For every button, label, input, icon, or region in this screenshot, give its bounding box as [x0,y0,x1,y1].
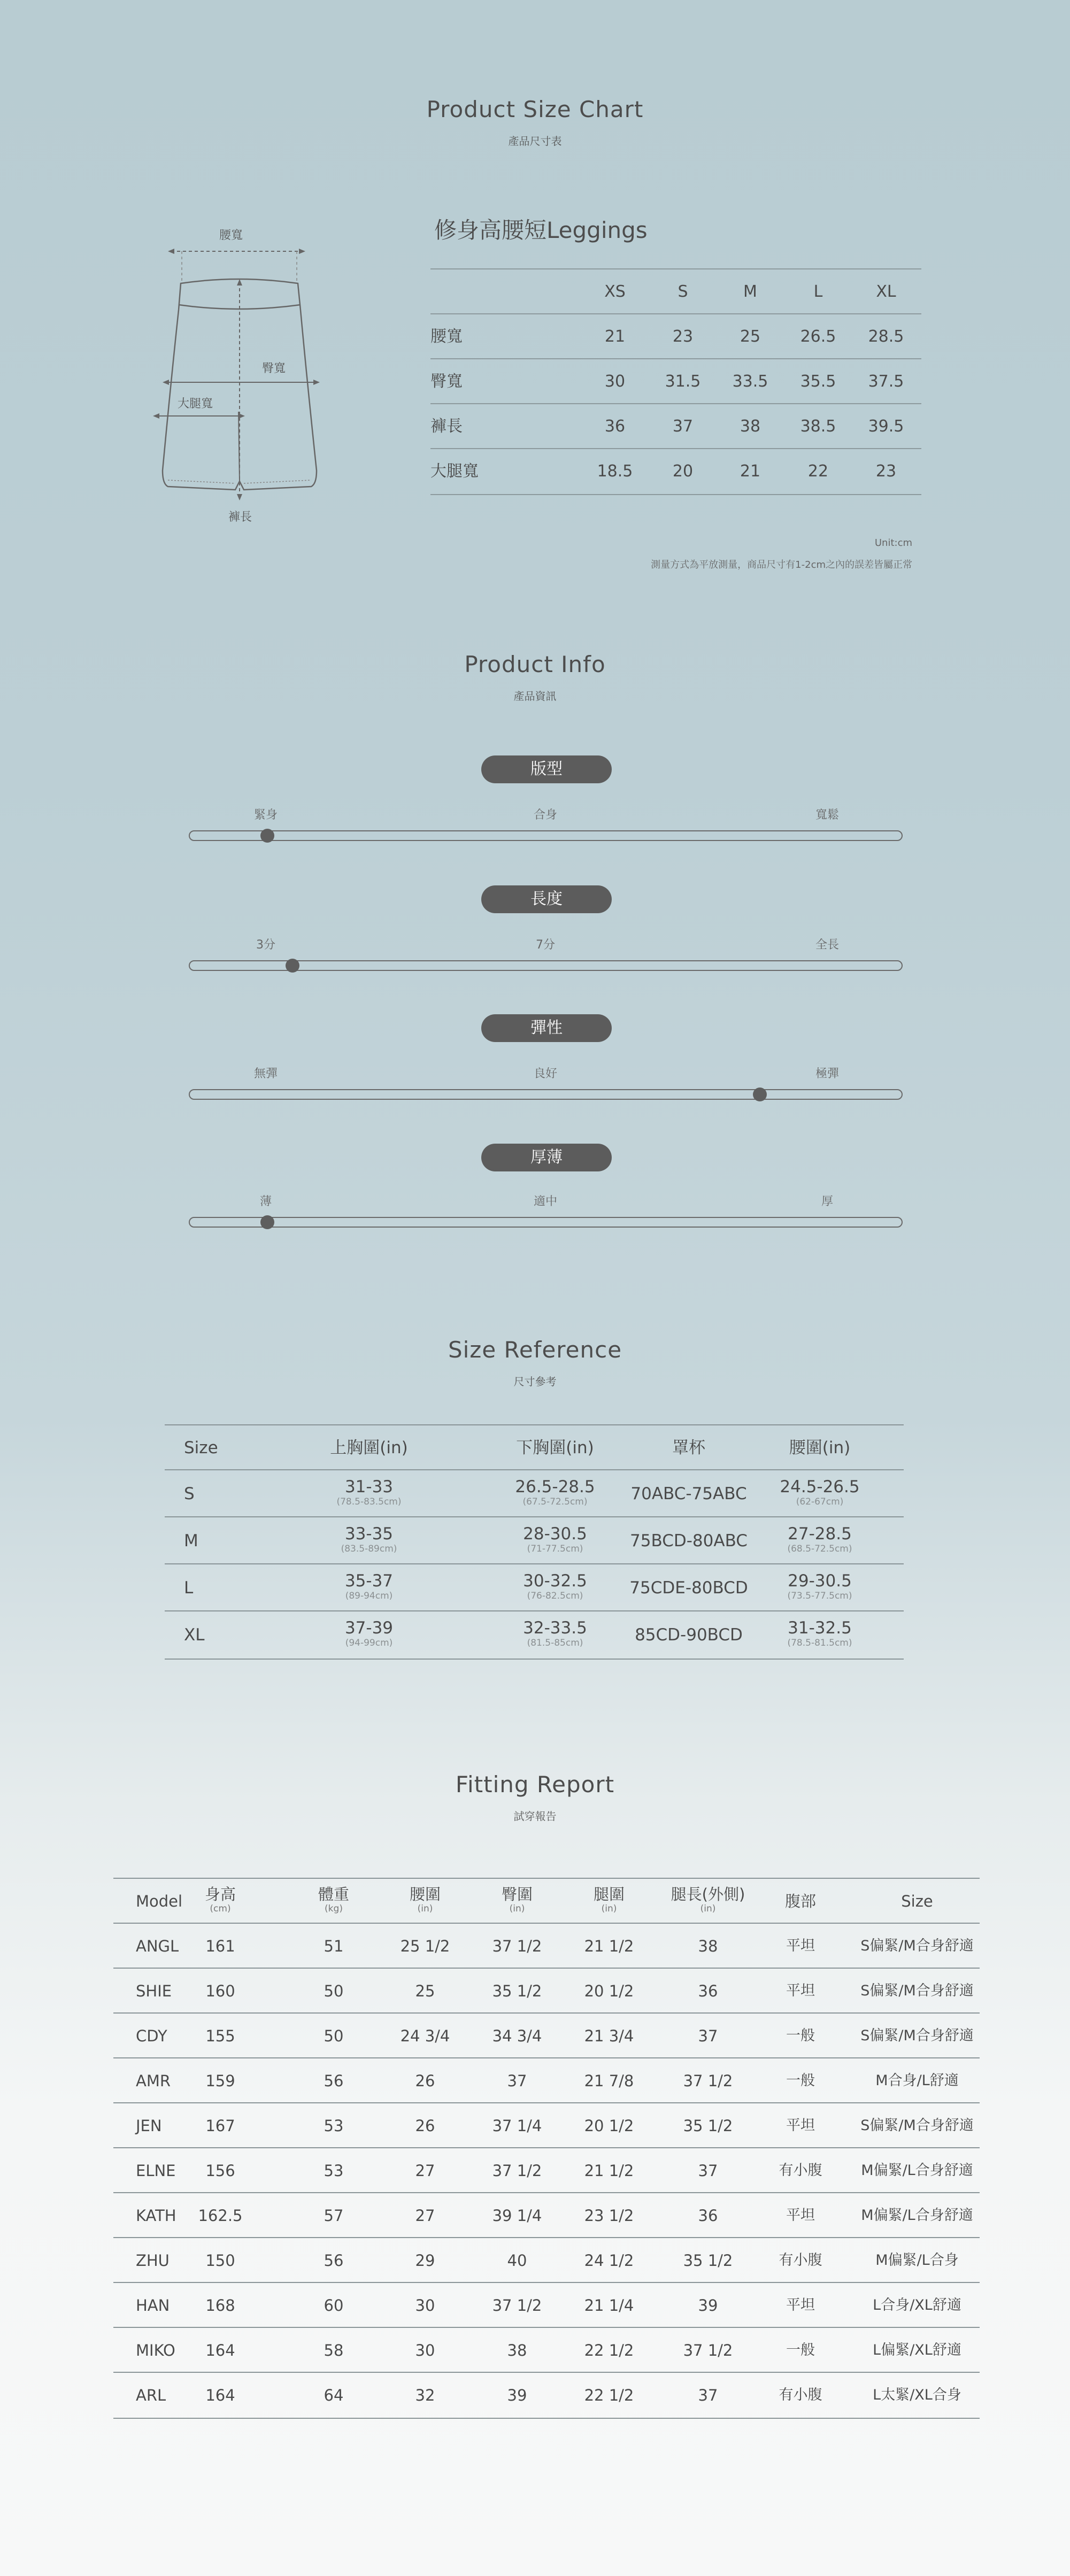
thickness-scale-track [189,1217,903,1228]
header-cup: 罩杯 [672,1438,705,1457]
cell: 22 [807,462,829,481]
length-tick-center: 7分 [536,938,555,952]
diagram-label-waist: 腰寬 [219,229,243,242]
length-scale-marker [286,959,299,973]
cell: 37.5 [868,372,904,391]
size-chart-row [430,448,921,495]
fitting-report-row [113,2102,980,2148]
cell-size: S偏緊/M合身舒適 [860,1938,974,1954]
fitting-report-row [113,1968,980,2014]
cell-thigh: 21 3/4 [584,2027,634,2045]
cell-weight: 51 [324,1937,344,1955]
diagram-label-hip: 臀寬 [262,362,286,375]
cell-height: 168 [205,2296,235,2315]
cell-belly: 平坦 [786,2297,815,2313]
cell-waist: 25 1/2 [400,1937,450,1955]
cell-waist: 25 [415,1982,435,2000]
cell-waist: 30 [415,2296,435,2315]
lower-bust-cm: (67.5-72.5cm) [522,1497,588,1507]
cell-height: 161 [205,1937,235,1955]
cell-leg-length: 39 [698,2296,718,2315]
diagram-label-length: 褲長 [228,511,252,524]
waist-cm: (78.5-81.5cm) [787,1638,852,1648]
upper-bust-cell [310,1572,428,1602]
cell-height: 160 [205,1982,235,2000]
cell: 35.5 [800,372,836,391]
header-height-label: 身高 [204,1885,236,1903]
cell-size: L合身/XL舒適 [873,2297,961,2313]
upper-bust-in: 31-33 [344,1477,394,1497]
header-hip-label: 臀圍 [501,1885,533,1903]
lower-bust-in: 28-30.5 [523,1524,587,1544]
leggings-diagram [144,219,326,535]
header-belly [768,1892,833,1910]
cell-leg-length: 36 [698,1982,718,2000]
waist-in: 29-30.5 [788,1571,852,1591]
cell: 18.5 [597,462,633,481]
header-height-unit: (cm) [210,1903,231,1914]
fitting-report-row [113,2147,980,2193]
cell-weight: 60 [324,2296,344,2315]
cell-height: 155 [205,2027,235,2045]
row-label: 臀寬 [430,372,463,391]
product-info-title: Product Info [464,651,606,677]
waist-in: 27-28.5 [788,1524,852,1544]
cell-model: ELNE [136,2162,176,2180]
col-xl: XL [876,282,896,301]
lower-bust-cm: (81.5-85cm) [527,1638,583,1648]
cell: 28.5 [868,327,904,346]
cell-belly: 有小腹 [779,2387,822,2403]
upper-bust-in: 35-37 [344,1571,394,1591]
cell-height: 150 [205,2251,235,2270]
cell-hip: 39 1/4 [492,2207,542,2225]
row-size: XL [184,1625,205,1645]
size-chart-row [430,358,921,404]
cell-hip: 37 1/2 [492,1937,542,1955]
cell-size: L太緊/XL合身 [873,2387,961,2403]
cell-thigh: 21 1/4 [584,2296,634,2315]
row-size: L [184,1578,194,1598]
upper-bust-cm: (78.5-83.5cm) [336,1497,402,1507]
cell-size: S偏緊/M合身舒適 [860,1983,974,1999]
cell-belly: 有小腹 [779,2162,822,2179]
lower-bust-in: 32-33.5 [523,1618,587,1638]
cup-cell: 85CD-90BCD [635,1625,743,1645]
header-model-label: Model [136,1892,183,1910]
header-weight [302,1885,366,1914]
cell: 25 [740,327,761,346]
cell-leg-length: 35 1/2 [683,2251,733,2270]
measurement-note: 測量方式為平放測量，商品尺寸有1-2cm之內的誤差皆屬正常 [651,559,912,570]
cell-height: 164 [205,2341,235,2359]
cell-weight: 56 [324,2072,344,2090]
row-size: S [184,1484,195,1503]
size-reference-row [165,1516,904,1564]
cell-size: M偏緊/L合身舒適 [861,2162,973,2179]
cell-waist: 29 [415,2251,435,2270]
header-leg-length-unit: (in) [700,1903,716,1914]
header-hip-unit: (in) [509,1903,525,1914]
cell-weight: 64 [324,2386,344,2404]
cell: 26.5 [800,327,836,346]
cell-leg-length: 37 1/2 [683,2072,733,2090]
elasticity-tick-left: 無彈 [253,1067,278,1081]
cell-height: 159 [205,2072,235,2090]
cell: 20 [672,462,694,481]
cell-hip: 34 3/4 [492,2027,542,2045]
cell-model: ZHU [136,2251,170,2270]
length-tick-right: 全長 [815,938,839,952]
cell-belly: 平坦 [786,1983,815,1999]
size-reference-header [165,1424,904,1470]
cell-model: HAN [136,2296,170,2315]
waist-in: 24.5-26.5 [780,1477,860,1497]
row-label: 褲長 [430,417,463,436]
size-chart-header [430,268,921,314]
product-info-subtitle: 產品資訊 [513,690,557,703]
cell: 31.5 [665,372,701,391]
col-l: L [813,282,823,301]
fitting-report-row [113,2192,980,2238]
cell-leg-length: 35 1/2 [683,2117,733,2135]
row-label: 大腿寬 [430,462,479,481]
fit-tick-right: 寬鬆 [815,808,839,822]
fitting-report-subtitle: 試穿報告 [513,1810,557,1823]
cell-size: M合身/L舒適 [875,2072,959,2089]
fit-scale-track [189,830,903,841]
fitting-report-row [113,2372,980,2419]
waist-cell [761,1572,879,1602]
col-xs: XS [604,282,626,301]
fit-tick-center: 合身 [533,808,557,822]
cell-model: SHIE [136,1982,172,2000]
header-waist: 腰圍(in) [789,1438,851,1457]
lower-bust-cell [496,1572,614,1602]
thickness-tick-center: 適中 [533,1195,557,1208]
upper-bust-cell [310,1525,428,1555]
header-size [885,1892,949,1910]
fitting-report-row [113,2282,980,2328]
cell-height: 164 [205,2386,235,2404]
size-chart-row [430,313,921,359]
lower-bust-cell [496,1619,614,1649]
cell-model: KATH [136,2207,176,2225]
header-leg-length-label: 腿長(外側) [671,1885,745,1903]
header-waist-unit: (in) [417,1903,433,1914]
fitting-report-header [113,1878,980,1924]
cell-thigh: 21 7/8 [584,2072,634,2090]
thickness-tick-right: 厚 [821,1195,833,1208]
cell-leg-length: 37 [698,2162,718,2180]
header-thigh-unit: (in) [601,1903,617,1914]
cell-weight: 50 [324,2027,344,2045]
size-reference-row [165,1563,904,1611]
cell-belly: 一般 [786,2342,815,2358]
cell: 38 [740,417,761,436]
fit-tick-left: 緊身 [253,808,278,822]
cell-thigh: 20 1/2 [584,1982,634,2000]
elasticity-tick-right: 極彈 [815,1067,839,1081]
header-lower-bust: 下胸圍(in) [516,1438,594,1457]
fitting-report-row [113,2237,980,2283]
cell-weight: 56 [324,2251,344,2270]
fitting-report-row [113,2057,980,2103]
cell-waist: 24 3/4 [400,2027,450,2045]
cell-leg-length: 37 [698,2027,718,2045]
cell-height: 167 [205,2117,235,2135]
header-size-label: Size [901,1892,933,1910]
cell-belly: 有小腹 [779,2252,822,2269]
cup-cell: 75CDE-80BCD [629,1578,748,1598]
upper-bust-cm: (83.5-89cm) [341,1544,397,1554]
cell-belly: 平坦 [786,2117,815,2134]
lower-bust-in: 26.5-28.5 [515,1477,595,1497]
cell-model: MIKO [136,2341,175,2359]
size-reference-title: Size Reference [448,1337,622,1363]
cell-thigh: 20 1/2 [584,2117,634,2135]
cell-size: L偏緊/XL舒適 [873,2342,961,2358]
cell-hip: 37 [507,2072,527,2090]
upper-bust-cm: (94-99cm) [345,1638,393,1648]
header-size: Size [184,1438,218,1457]
cell-waist: 26 [415,2117,435,2135]
thickness-tick-left: 薄 [259,1195,272,1208]
upper-bust-cell [310,1619,428,1649]
cell: 38.5 [800,417,836,436]
cell-leg-length: 38 [698,1937,718,1955]
cell-hip: 39 [507,2386,527,2404]
size-chart-row [430,403,921,449]
cell: 21 [740,462,761,481]
cell-model: ARL [136,2386,166,2404]
cell-hip: 37 1/4 [492,2117,542,2135]
cell-model: AMR [136,2072,171,2090]
cup-cell: 70ABC-75ABC [630,1484,747,1503]
cell-leg-length: 36 [698,2207,718,2225]
cell-hip: 40 [507,2251,527,2270]
lower-bust-cell [496,1525,614,1555]
header-thigh-label: 腿圍 [593,1885,625,1903]
cell-weight: 53 [324,2117,344,2135]
waist-cell [761,1525,879,1555]
unit-label: Unit:cm [874,537,912,549]
product-name: 修身高腰短Leggings [434,217,648,243]
elasticity-scale-marker [753,1088,767,1101]
header-leg-length [655,1885,761,1914]
waist-in: 31-32.5 [788,1618,852,1638]
header-thigh [577,1885,641,1914]
attribute-elasticity-pill: 彈性 [481,1014,612,1042]
attribute-length-pill: 長度 [481,885,612,913]
header-waist [393,1885,457,1914]
cell-belly: 一般 [786,2027,815,2044]
header-height [188,1885,252,1914]
cell-waist: 30 [415,2341,435,2359]
row-size: M [184,1531,198,1551]
cell-weight: 53 [324,2162,344,2180]
cell-thigh: 24 1/2 [584,2251,634,2270]
cell: 23 [875,462,897,481]
header-weight-label: 體重 [318,1885,349,1903]
cell-belly: 平坦 [786,1938,815,1954]
cell-leg-length: 37 1/2 [683,2341,733,2359]
cell-size: S偏緊/M合身舒適 [860,2027,974,2044]
lower-bust-cm: (76-82.5cm) [527,1591,583,1601]
attribute-thickness-pill: 厚薄 [481,1144,612,1171]
cell-belly: 平坦 [786,2207,815,2224]
cell-size: M偏緊/L合身 [875,2252,959,2269]
waist-cell [761,1619,879,1649]
cell-hip: 37 1/2 [492,2162,542,2180]
cell: 36 [604,417,626,436]
cell: 30 [604,372,626,391]
elasticity-tick-center: 良好 [533,1067,557,1081]
upper-bust-in: 37-39 [344,1618,394,1638]
lower-bust-in: 30-32.5 [523,1571,587,1591]
cell-model: CDY [136,2027,167,2045]
fitting-report-row [113,2012,980,2058]
col-s: S [678,282,688,301]
fitting-report-title: Fitting Report [455,1771,615,1798]
cell-waist: 26 [415,2072,435,2090]
row-label: 腰寬 [430,327,463,346]
size-chart-title: Product Size Chart [426,96,644,122]
waist-cm: (62-67cm) [796,1497,844,1507]
cell-thigh: 21 1/2 [584,1937,634,1955]
header-belly-label: 腹部 [784,1892,816,1910]
lower-bust-cell [496,1478,614,1508]
col-m: M [743,282,757,301]
upper-bust-in: 33-35 [344,1524,394,1544]
cell-thigh: 22 1/2 [584,2341,634,2359]
fit-scale-marker [260,829,274,843]
upper-bust-cell [310,1478,428,1508]
cell-height: 156 [205,2162,235,2180]
size-chart-subtitle: 產品尺寸表 [508,135,562,148]
cell-waist: 27 [415,2207,435,2225]
header-waist-label: 腰圍 [409,1885,441,1903]
waist-cm: (68.5-72.5cm) [787,1544,852,1554]
cell-weight: 58 [324,2341,344,2359]
upper-bust-cm: (89-94cm) [345,1591,393,1601]
cup-cell: 75BCD-80ABC [630,1531,748,1551]
header-weight-unit: (kg) [325,1903,343,1914]
cell-thigh: 22 1/2 [584,2386,634,2404]
cell-hip: 38 [507,2341,527,2359]
fitting-report-row [113,1923,980,1969]
cell-size: M偏緊/L合身舒適 [861,2207,973,2224]
cell: 23 [672,327,694,346]
lower-bust-cm: (71-77.5cm) [527,1544,583,1554]
cell-model: JEN [136,2117,162,2135]
waist-cm: (73.5-77.5cm) [787,1591,852,1601]
elasticity-scale-track [189,1089,903,1100]
cell-thigh: 21 1/2 [584,2162,634,2180]
header-hip [485,1885,549,1914]
size-reference-row [165,1610,904,1660]
cell-size: S偏緊/M合身舒適 [860,2117,974,2134]
header-model [136,1892,182,1910]
cell: 33.5 [732,372,768,391]
cell-weight: 57 [324,2207,344,2225]
cell: 21 [604,327,626,346]
size-reference-row [165,1469,904,1517]
cell-thigh: 23 1/2 [584,2207,634,2225]
cell: 37 [672,417,694,436]
cell-hip: 35 1/2 [492,1982,542,2000]
cell-height: 162.5 [198,2207,243,2225]
cell-leg-length: 37 [698,2386,718,2404]
cell-model: ANGL [136,1937,179,1955]
attribute-fit-pill: 版型 [481,755,612,783]
diagram-label-thigh: 大腿寬 [178,397,213,411]
cell-waist: 27 [415,2162,435,2180]
cell-waist: 32 [415,2386,435,2404]
size-reference-subtitle: 尺寸參考 [513,1375,557,1388]
waist-cell [761,1478,879,1508]
cell-belly: 一般 [786,2072,815,2089]
fitting-report-row [113,2327,980,2373]
thickness-scale-marker [260,1215,274,1229]
cell: 39.5 [868,417,904,436]
header-upper-bust: 上胸圍(in) [330,1438,408,1457]
cell-hip: 37 1/2 [492,2296,542,2315]
length-tick-left: 3分 [256,938,275,952]
cell-weight: 50 [324,1982,344,2000]
